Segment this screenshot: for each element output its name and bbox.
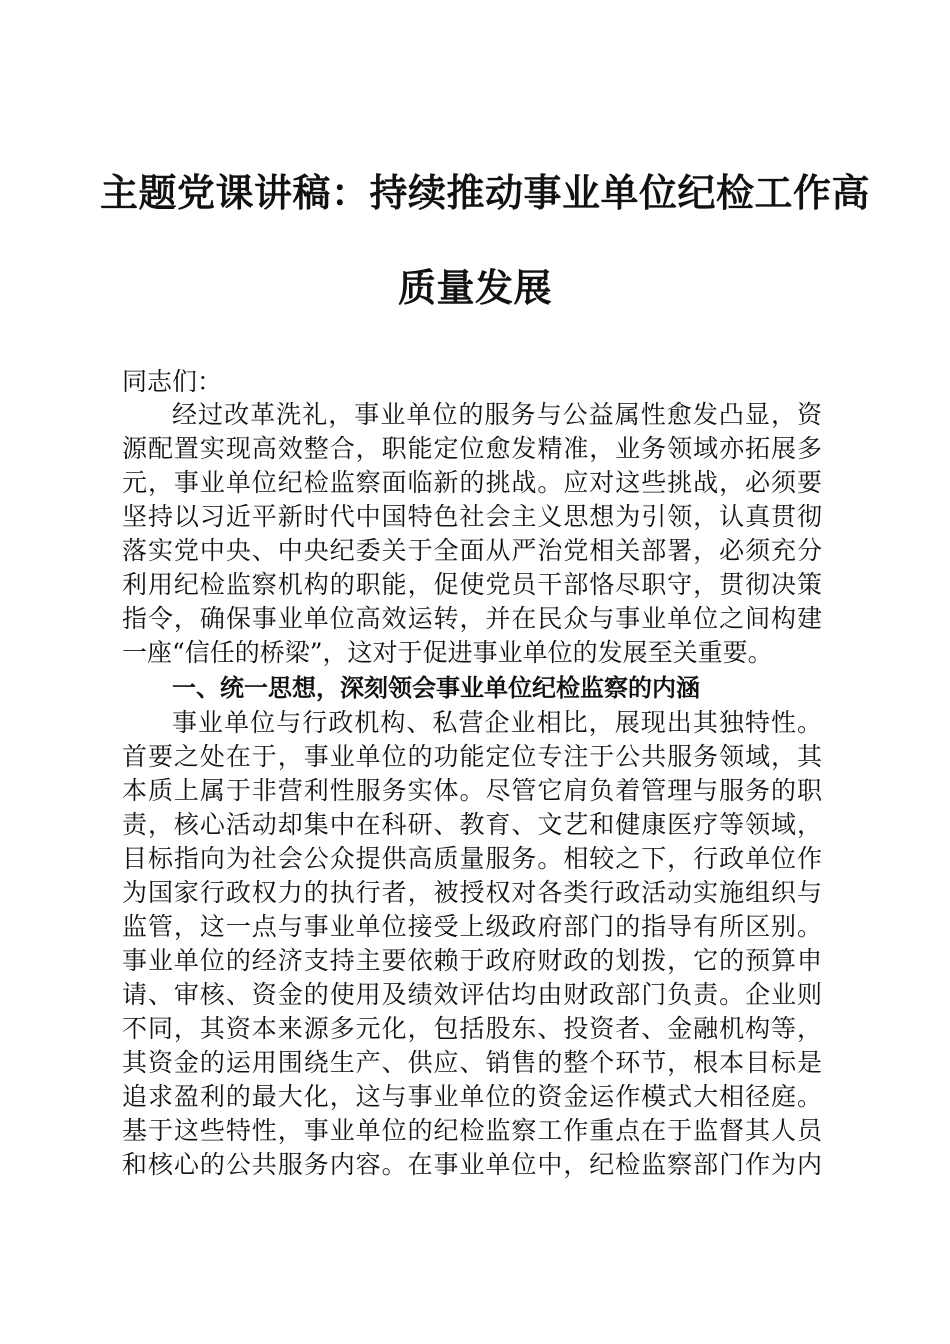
paragraph-1-line: 利用纪检监察机构的职能，促使党员干部恪尽职守，贯彻决策 [122,570,822,599]
paragraph-2-line: 本质上属于非营利性服务实体。尽管它肩负着管理与服务的职 [122,776,822,805]
paragraph-1-line: 经过改革洗礼，事业单位的服务与公益属性愈发凸显，资 [172,400,822,429]
document-title-line-1: 主题党课讲稿：持续推动事业单位纪检工作高 [100,171,871,215]
paragraph-1-line: 元，事业单位纪检监察面临新的挑战。应对这些挑战，必须要 [122,468,822,497]
paragraph-1-line: 指令，确保事业单位高效运转，并在民众与事业单位之间构建 [122,604,822,633]
paragraph-2-line: 为国家行政权力的执行者，被授权对各类行政活动实施组织与 [122,878,822,907]
paragraph-2-line: 基于这些特性，事业单位的纪检监察工作重点在于监督其人员 [122,1116,822,1145]
paragraph-2-line: 和核心的公共服务内容。在事业单位中，纪检监察部门作为内 [122,1150,822,1179]
paragraph-1-line: 坚持以习近平新时代中国特色社会主义思想为引领，认真贯彻 [122,502,822,531]
paragraph-2-line: 事业单位的经济支持主要依赖于政府财政的划拨，它的预算申 [122,946,822,975]
paragraph-2-line: 责，核心活动却集中在科研、教育、文艺和健康医疗等领域， [122,810,822,839]
paragraph-1-line: 源配置实现高效整合，职能定位愈发精准，业务领域亦拓展多 [122,434,822,463]
paragraph-2-line: 其资金的运用围绕生产、供应、销售的整个环节，根本目标是 [122,1048,822,1077]
paragraph-2-line: 目标指向为社会公众提供高质量服务。相较之下，行政单位作 [122,844,822,873]
paragraph-2-line: 首要之处在于，事业单位的功能定位专注于公共服务领域，其 [122,742,822,771]
paragraph-2-line: 监管，这一点与事业单位接受上级政府部门的指导有所区别。 [122,912,822,941]
document-title-line-2: 质量发展 [397,266,552,310]
section-1-heading: 一、统一思想，深刻领会事业单位纪检监察的内涵 [172,674,700,702]
paragraph-2-line: 事业单位与行政机构、私营企业相比，展现出其独特性。 [172,708,822,737]
paragraph-2-line: 不同，其资本来源多元化，包括股东、投资者、金融机构等， [122,1014,822,1043]
paragraph-1-line: 落实党中央、中央纪委关于全面从严治党相关部署，必须充分 [122,536,822,565]
paragraph-2-line: 追求盈利的最大化，这与事业单位的资金运作模式大相径庭。 [122,1082,822,1111]
salutation: 同志们： [122,367,223,396]
paragraph-1-line: 一座“信任的桥梁”，这对于促进事业单位的发展至关重要。 [122,638,773,667]
paragraph-2-line: 请、审核、资金的使用及绩效评估均由财政部门负责。企业则 [122,980,822,1009]
